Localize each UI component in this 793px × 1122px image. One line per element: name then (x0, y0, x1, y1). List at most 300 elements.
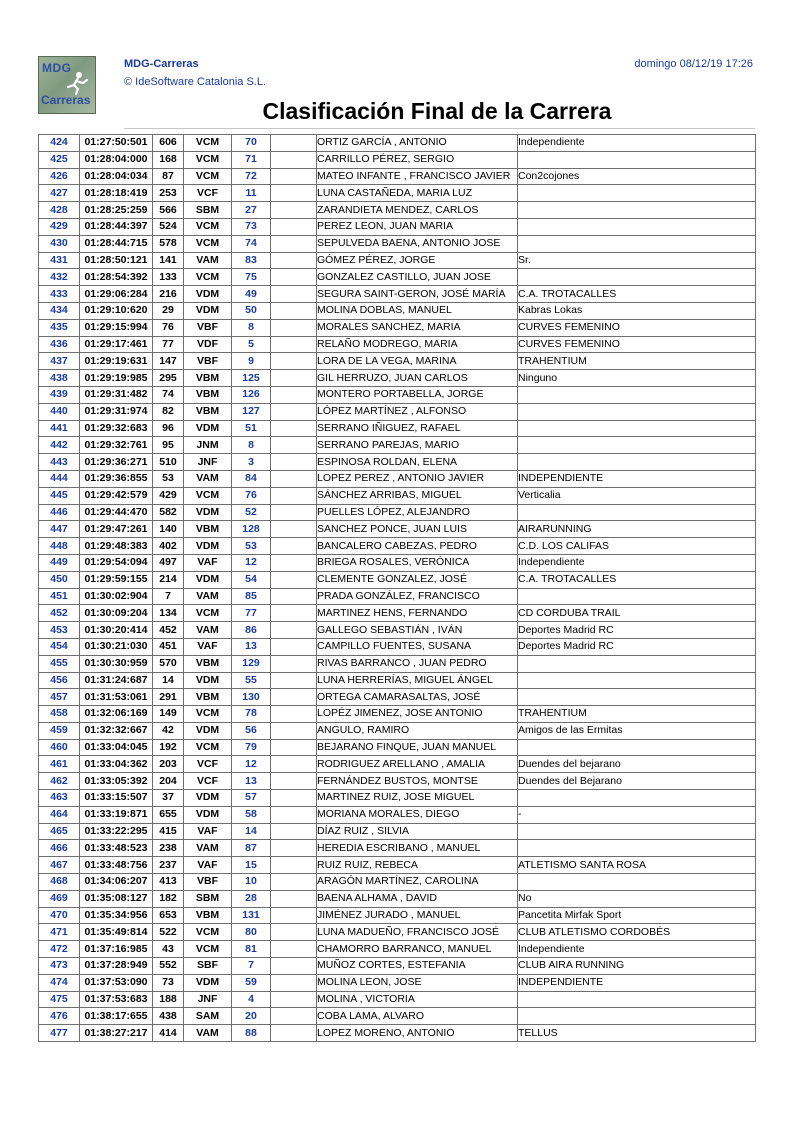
runner-name-cell: MONTERO PORTABELLA, JORGE (317, 386, 518, 403)
time-cell: 01:31:24:687 (80, 672, 153, 689)
table-row (39, 588, 756, 605)
bib-number-cell: 238 (153, 840, 184, 857)
runner-name-cell: LOPÉZ JIMENEZ, JOSE ANTONIO (317, 706, 518, 723)
category-cell: VDM (184, 790, 232, 807)
empty-cell (271, 521, 317, 538)
empty-cell (271, 924, 317, 941)
position-cell: 438 (39, 370, 80, 387)
position-cell: 426 (39, 168, 80, 185)
club-cell (518, 202, 756, 219)
category-cell: VCF (184, 185, 232, 202)
time-cell: 01:29:06:284 (80, 286, 153, 303)
club-cell: Independiente (518, 941, 756, 958)
runner-name-cell: HEREDIA ESCRIBANO , MANUEL (317, 840, 518, 857)
position-cell: 477 (39, 1025, 80, 1042)
table-row (39, 336, 756, 353)
time-cell: 01:29:15:994 (80, 319, 153, 336)
empty-cell (271, 135, 317, 152)
runner-name-cell: GALLEGO SEBASTIÁN , IVÁN (317, 622, 518, 639)
table-row (39, 386, 756, 403)
bib-number-cell: 295 (153, 370, 184, 387)
category-cell: SBF (184, 958, 232, 975)
runner-name-cell: RODRIGUEZ ARELLANO , AMALIA (317, 756, 518, 773)
category-cell: SBM (184, 890, 232, 907)
bib-number-cell: 214 (153, 571, 184, 588)
category-position-cell: 75 (232, 269, 271, 286)
time-cell: 01:35:08:127 (80, 890, 153, 907)
category-cell: VDM (184, 286, 232, 303)
category-position-cell: 56 (232, 722, 271, 739)
runner-name-cell: DÍAZ RUIZ , SILVIA (317, 823, 518, 840)
table-row (39, 286, 756, 303)
club-cell (518, 823, 756, 840)
club-cell: Deportes Madrid RC (518, 622, 756, 639)
empty-cell (271, 286, 317, 303)
category-cell: VAF (184, 554, 232, 571)
table-row (39, 168, 756, 185)
empty-cell (271, 588, 317, 605)
empty-cell (271, 672, 317, 689)
category-cell: VDM (184, 538, 232, 555)
runner-name-cell: MARTINEZ RUIZ, JOSE MIGUEL (317, 790, 518, 807)
category-position-cell: 51 (232, 420, 271, 437)
runner-name-cell: MORIANA MORALES, DIEGO (317, 806, 518, 823)
club-cell (518, 504, 756, 521)
club-cell: ATLETISMO SANTA ROSA (518, 857, 756, 874)
table-row (39, 235, 756, 252)
club-cell: INDEPENDIENTE (518, 974, 756, 991)
empty-cell (271, 857, 317, 874)
category-cell: SAM (184, 1008, 232, 1025)
category-cell: VDM (184, 571, 232, 588)
time-cell: 01:29:17:461 (80, 336, 153, 353)
page-title: Clasificación Final de la Carrera (262, 98, 612, 124)
position-cell: 455 (39, 655, 80, 672)
club-cell: AIRARUNNING (518, 521, 756, 538)
category-position-cell: 129 (232, 655, 271, 672)
empty-cell (271, 269, 317, 286)
runner-name-cell: ORTEGA CAMARASALTAS, JOSÉ (317, 689, 518, 706)
position-cell: 436 (39, 336, 80, 353)
club-cell: Duendes del bejarano (518, 756, 756, 773)
empty-cell (271, 168, 317, 185)
runner-name-cell: RIVAS BARRANCO , JUAN PEDRO (317, 655, 518, 672)
table-row (39, 689, 756, 706)
runner-name-cell: COBA LAMA, ALVARO (317, 1008, 518, 1025)
bib-number-cell: 42 (153, 722, 184, 739)
time-cell: 01:28:50:121 (80, 252, 153, 269)
table-row (39, 773, 756, 790)
time-cell: 01:33:05:392 (80, 773, 153, 790)
time-cell: 01:29:42:579 (80, 487, 153, 504)
position-cell: 431 (39, 252, 80, 269)
bib-number-cell: 149 (153, 706, 184, 723)
time-cell: 01:33:48:756 (80, 857, 153, 874)
bib-number-cell: 414 (153, 1025, 184, 1042)
runner-name-cell: GÓMEZ PÉREZ, JORGE (317, 252, 518, 269)
position-cell: 456 (39, 672, 80, 689)
position-cell: 444 (39, 470, 80, 487)
time-cell: 01:28:54:392 (80, 269, 153, 286)
time-cell: 01:30:09:204 (80, 605, 153, 622)
empty-cell (271, 420, 317, 437)
category-position-cell: 28 (232, 890, 271, 907)
position-cell: 433 (39, 286, 80, 303)
club-cell (518, 420, 756, 437)
category-cell: VAM (184, 1025, 232, 1042)
time-cell: 01:29:47:261 (80, 521, 153, 538)
position-cell: 458 (39, 706, 80, 723)
runner-name-cell: SERRANO PAREJAS, MARIO (317, 437, 518, 454)
table-row (39, 420, 756, 437)
time-cell: 01:28:04:034 (80, 168, 153, 185)
empty-cell (271, 386, 317, 403)
table-row (39, 269, 756, 286)
club-cell: Verticalia (518, 487, 756, 504)
table-row (39, 622, 756, 639)
table-row (39, 706, 756, 723)
table-row (39, 521, 756, 538)
empty-cell (271, 874, 317, 891)
category-position-cell: 79 (232, 739, 271, 756)
time-cell: 01:30:02:904 (80, 588, 153, 605)
position-cell: 464 (39, 806, 80, 823)
category-position-cell: 58 (232, 806, 271, 823)
empty-cell (271, 370, 317, 387)
club-cell: CURVES FEMENINO (518, 319, 756, 336)
club-cell: Deportes Madrid RC (518, 638, 756, 655)
runner-name-cell: ARAGÓN MARTÍNEZ, CAROLINA (317, 874, 518, 891)
bib-number-cell: 570 (153, 655, 184, 672)
table-row (39, 739, 756, 756)
category-cell: VCM (184, 135, 232, 152)
table-row (39, 941, 756, 958)
bib-number-cell: 77 (153, 336, 184, 353)
empty-cell (271, 554, 317, 571)
category-cell: VAM (184, 588, 232, 605)
club-cell: Duendes del Bejarano (518, 773, 756, 790)
empty-cell (271, 353, 317, 370)
position-cell: 443 (39, 454, 80, 471)
category-position-cell: 12 (232, 756, 271, 773)
table-row (39, 454, 756, 471)
category-position-cell: 81 (232, 941, 271, 958)
position-cell: 459 (39, 722, 80, 739)
empty-cell (271, 722, 317, 739)
bib-number-cell: 7 (153, 588, 184, 605)
table-row (39, 857, 756, 874)
empty-cell (271, 756, 317, 773)
empty-cell (271, 336, 317, 353)
bib-number-cell: 566 (153, 202, 184, 219)
empty-cell (271, 689, 317, 706)
bib-number-cell: 53 (153, 470, 184, 487)
club-cell (518, 218, 756, 235)
club-cell (518, 790, 756, 807)
empty-cell (271, 504, 317, 521)
empty-cell (271, 739, 317, 756)
category-position-cell: 13 (232, 773, 271, 790)
club-cell (518, 874, 756, 891)
club-cell (518, 269, 756, 286)
time-cell: 01:28:04:000 (80, 151, 153, 168)
empty-cell (271, 773, 317, 790)
runner-name-cell: RELAÑO MODREGO, MARIA (317, 336, 518, 353)
runner-name-cell: LUNA HERRERÍAS, MIGUEL ÁNGEL (317, 672, 518, 689)
empty-cell (271, 1025, 317, 1042)
club-cell (518, 991, 756, 1008)
empty-cell (271, 840, 317, 857)
position-cell: 468 (39, 874, 80, 891)
club-cell (518, 454, 756, 471)
bib-number-cell: 182 (153, 890, 184, 907)
table-row (39, 907, 756, 924)
category-position-cell: 20 (232, 1008, 271, 1025)
table-row (39, 722, 756, 739)
time-cell: 01:35:49:814 (80, 924, 153, 941)
runner-name-cell: GIL HERRUZO, JUAN CARLOS (317, 370, 518, 387)
runner-name-cell: JIMÉNEZ JURADO , MANUEL (317, 907, 518, 924)
time-cell: 01:31:53:061 (80, 689, 153, 706)
runner-name-cell: PUELLES LÓPEZ, ALEJANDRO (317, 504, 518, 521)
time-cell: 01:28:44:397 (80, 218, 153, 235)
category-cell: VCM (184, 487, 232, 504)
table-row (39, 790, 756, 807)
category-cell: VDM (184, 420, 232, 437)
category-position-cell: 80 (232, 924, 271, 941)
table-row (39, 958, 756, 975)
empty-cell (271, 806, 317, 823)
category-cell: JNF (184, 454, 232, 471)
category-cell: JNM (184, 437, 232, 454)
time-cell: 01:30:20:414 (80, 622, 153, 639)
bib-number-cell: 96 (153, 420, 184, 437)
club-cell: CLUB ATLETISMO CORDOBÉS (518, 924, 756, 941)
club-cell: INDEPENDIENTE (518, 470, 756, 487)
position-cell: 424 (39, 135, 80, 152)
time-cell: 01:37:28:949 (80, 958, 153, 975)
position-cell: 435 (39, 319, 80, 336)
position-cell: 450 (39, 571, 80, 588)
bib-number-cell: 415 (153, 823, 184, 840)
table-row (39, 1025, 756, 1042)
category-cell: VDM (184, 302, 232, 319)
time-cell: 01:29:32:761 (80, 437, 153, 454)
bib-number-cell: 413 (153, 874, 184, 891)
bib-number-cell: 524 (153, 218, 184, 235)
category-cell: VAM (184, 622, 232, 639)
club-cell: CD CORDUBA TRAIL (518, 605, 756, 622)
category-cell: VDF (184, 336, 232, 353)
runner-name-cell: PEREZ LEON, JUAN MARIA (317, 218, 518, 235)
time-cell: 01:38:17:655 (80, 1008, 153, 1025)
bib-number-cell: 204 (153, 773, 184, 790)
bib-number-cell: 429 (153, 487, 184, 504)
club-cell (518, 151, 756, 168)
runner-name-cell: PRADA GONZÁLEZ, FRANCISCO (317, 588, 518, 605)
category-position-cell: 85 (232, 588, 271, 605)
category-position-cell: 55 (232, 672, 271, 689)
category-position-cell: 78 (232, 706, 271, 723)
category-position-cell: 83 (232, 252, 271, 269)
empty-cell (271, 470, 317, 487)
category-position-cell: 7 (232, 958, 271, 975)
category-position-cell: 8 (232, 319, 271, 336)
empty-cell (271, 974, 317, 991)
time-cell: 01:33:04:045 (80, 739, 153, 756)
category-position-cell: 73 (232, 218, 271, 235)
time-cell: 01:29:19:631 (80, 353, 153, 370)
bib-number-cell: 203 (153, 756, 184, 773)
bib-number-cell: 95 (153, 437, 184, 454)
runner-name-cell: RUIZ RUIZ, REBECA (317, 857, 518, 874)
time-cell: 01:29:19:985 (80, 370, 153, 387)
table-row (39, 487, 756, 504)
club-cell: - (518, 806, 756, 823)
empty-cell (271, 302, 317, 319)
results-table (38, 134, 756, 1042)
position-cell: 470 (39, 907, 80, 924)
time-cell: 01:32:32:667 (80, 722, 153, 739)
club-cell: Independiente (518, 135, 756, 152)
bib-number-cell: 510 (153, 454, 184, 471)
table-row (39, 302, 756, 319)
bib-number-cell: 402 (153, 538, 184, 555)
club-cell (518, 235, 756, 252)
time-cell: 01:38:27:217 (80, 1025, 153, 1042)
empty-cell (271, 907, 317, 924)
category-position-cell: 86 (232, 622, 271, 639)
time-cell: 01:30:30:959 (80, 655, 153, 672)
position-cell: 461 (39, 756, 80, 773)
runner-name-cell: GONZALEZ CASTILLO, JUAN JOSE (317, 269, 518, 286)
category-cell: VBM (184, 521, 232, 538)
table-row (39, 806, 756, 823)
category-position-cell: 15 (232, 857, 271, 874)
bib-number-cell: 73 (153, 974, 184, 991)
bib-number-cell: 133 (153, 269, 184, 286)
bib-number-cell: 37 (153, 790, 184, 807)
time-cell: 01:28:44:715 (80, 235, 153, 252)
table-row (39, 202, 756, 219)
empty-cell (271, 790, 317, 807)
runner-name-cell: BRIEGA ROSALES, VERÓNICA (317, 554, 518, 571)
runner-name-cell: BAENA ALHAMA , DAVID (317, 890, 518, 907)
time-cell: 01:28:25:259 (80, 202, 153, 219)
runner-name-cell: MOLINA LEON, JOSE (317, 974, 518, 991)
category-cell: VCM (184, 605, 232, 622)
category-cell: VBM (184, 907, 232, 924)
category-position-cell: 70 (232, 135, 271, 152)
table-row (39, 571, 756, 588)
bib-number-cell: 87 (153, 168, 184, 185)
time-cell: 01:37:16:985 (80, 941, 153, 958)
position-cell: 437 (39, 353, 80, 370)
time-cell: 01:29:10:620 (80, 302, 153, 319)
position-cell: 466 (39, 840, 80, 857)
bib-number-cell: 291 (153, 689, 184, 706)
table-row (39, 554, 756, 571)
empty-cell (271, 151, 317, 168)
club-cell: Pancetita Mirfak Sport (518, 907, 756, 924)
category-cell: JNF (184, 991, 232, 1008)
time-cell: 01:29:59:155 (80, 571, 153, 588)
category-cell: VDM (184, 672, 232, 689)
runner-name-cell: CARRILLO PÉREZ, SERGIO (317, 151, 518, 168)
runner-icon (61, 71, 91, 95)
category-cell: VAM (184, 252, 232, 269)
position-cell: 427 (39, 185, 80, 202)
empty-cell (271, 571, 317, 588)
club-cell (518, 739, 756, 756)
time-cell: 01:33:22:295 (80, 823, 153, 840)
category-position-cell: 131 (232, 907, 271, 924)
category-position-cell: 3 (232, 454, 271, 471)
category-cell: VAF (184, 857, 232, 874)
position-cell: 472 (39, 941, 80, 958)
category-cell: VAF (184, 638, 232, 655)
category-position-cell: 9 (232, 353, 271, 370)
time-cell: 01:33:48:523 (80, 840, 153, 857)
position-cell: 475 (39, 991, 80, 1008)
table-row (39, 672, 756, 689)
runner-name-cell: FERNÁNDEZ BUSTOS, MONTSE (317, 773, 518, 790)
runner-name-cell: SERRANO IÑIGUEZ, RAFAEL (317, 420, 518, 437)
position-cell: 430 (39, 235, 80, 252)
bib-number-cell: 147 (153, 353, 184, 370)
empty-cell (271, 706, 317, 723)
time-cell: 01:37:53:683 (80, 991, 153, 1008)
category-cell: VBM (184, 370, 232, 387)
club-cell (518, 386, 756, 403)
empty-cell (271, 235, 317, 252)
bib-number-cell: 237 (153, 857, 184, 874)
table-row (39, 638, 756, 655)
position-cell: 474 (39, 974, 80, 991)
category-cell: VCM (184, 706, 232, 723)
position-cell: 465 (39, 823, 80, 840)
category-position-cell: 49 (232, 286, 271, 303)
runner-name-cell: SEGURA SAINT-GERON, JOSÉ MARÍA (317, 286, 518, 303)
table-row (39, 756, 756, 773)
table-row (39, 151, 756, 168)
category-cell: VDM (184, 722, 232, 739)
category-position-cell: 12 (232, 554, 271, 571)
time-cell: 01:37:53:090 (80, 974, 153, 991)
position-cell: 445 (39, 487, 80, 504)
app-name: MDG-Carreras (124, 58, 199, 70)
table-row (39, 218, 756, 235)
bib-number-cell: 140 (153, 521, 184, 538)
bib-number-cell: 29 (153, 302, 184, 319)
club-cell (518, 672, 756, 689)
club-cell: TELLUS (518, 1025, 756, 1042)
club-cell: C.A. TROTACALLES (518, 571, 756, 588)
category-cell: VCM (184, 924, 232, 941)
position-cell: 432 (39, 269, 80, 286)
bib-number-cell: 552 (153, 958, 184, 975)
category-position-cell: 57 (232, 790, 271, 807)
runner-name-cell: ORTIZ GARCÍA , ANTONIO (317, 135, 518, 152)
time-cell: 01:29:54:094 (80, 554, 153, 571)
empty-cell (271, 823, 317, 840)
bib-number-cell: 216 (153, 286, 184, 303)
club-cell: TRAHENTIUM (518, 706, 756, 723)
empty-cell (271, 1008, 317, 1025)
position-cell: 442 (39, 437, 80, 454)
runner-name-cell: MATEO INFANTE , FRANCISCO JAVIER (317, 168, 518, 185)
category-cell: VBM (184, 655, 232, 672)
